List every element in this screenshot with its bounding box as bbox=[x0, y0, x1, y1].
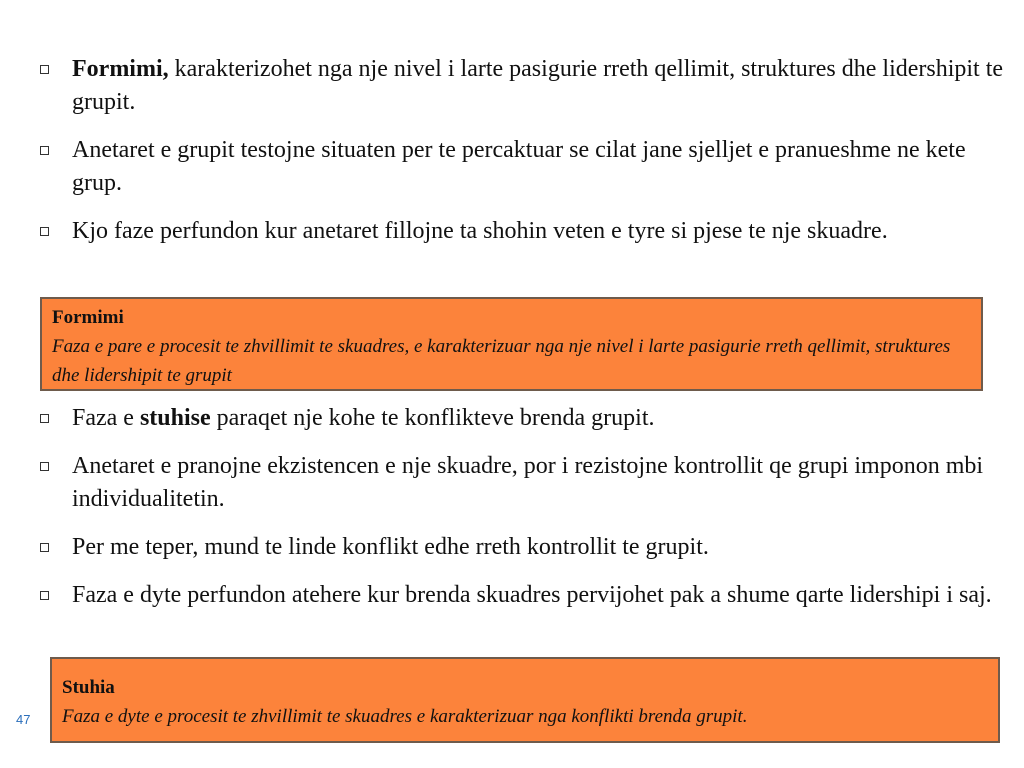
bullet-text: Anetaret e pranojne ekzistencen e nje skuadre, por i rezistojne kontrollit qe grupi imponon mbi individualitetin. bbox=[72, 453, 984, 512]
bullet-bold-term: stuhise bbox=[139, 405, 211, 431]
bullet-item bbox=[40, 53, 1015, 119]
bullet-text: Kjo faze perfundon kur anetaret fillojne ta shohin veten e tyre si pjese te nje skuadre. bbox=[72, 218, 888, 244]
square-bullet-icon bbox=[40, 414, 49, 423]
square-bullet-icon bbox=[40, 146, 49, 155]
page-number: 47 bbox=[16, 712, 31, 727]
bullet-bold-term: Formimi, bbox=[72, 56, 169, 82]
bullet-list-stuhia bbox=[40, 402, 1015, 627]
bullet-text: Anetaret e grupit testojne situaten per te percaktuar se cilat jane sjelljet e pranueshme ne kete grup. bbox=[72, 137, 966, 196]
bullet-text: karakterizohet nga nje nivel i larte pasigurie rreth qellimit, struktures dhe lidershipit te grupit. bbox=[72, 56, 1004, 115]
square-bullet-icon bbox=[40, 65, 49, 74]
bullet-text: paraqet nje kohe te konflikteve brenda grupit. bbox=[210, 405, 655, 431]
definition-term: Formimi bbox=[52, 307, 124, 328]
bullet-text: Per me teper, mund te linde konflikt edhe rreth kontrollit te grupit. bbox=[72, 534, 709, 560]
definition-box-formimi bbox=[40, 297, 983, 391]
definition-term: Stuhia bbox=[62, 677, 115, 698]
square-bullet-icon bbox=[40, 543, 49, 552]
bullet-item bbox=[40, 215, 1015, 248]
bullet-item bbox=[40, 402, 1015, 435]
definition-description: Faza e pare e procesit te zhvillimit te skuadres, e karakterizuar nga nje nivel i larte pasigurie rreth qellimit, struktures dhe lidershipit te grupit bbox=[52, 336, 951, 386]
square-bullet-icon bbox=[40, 591, 49, 600]
bullet-list-formimi bbox=[40, 53, 1015, 263]
square-bullet-icon bbox=[40, 227, 49, 236]
bullet-item bbox=[40, 579, 1015, 612]
bullet-prefix: Faza e bbox=[72, 405, 140, 431]
bullet-item bbox=[40, 531, 1015, 564]
bullet-text: Faza e dyte perfundon atehere kur brenda skuadres pervijohet pak a shume qarte lidershipi i saj. bbox=[72, 582, 992, 608]
bullet-item bbox=[40, 450, 1015, 516]
definition-box-stuhia bbox=[50, 657, 1000, 743]
square-bullet-icon bbox=[40, 462, 49, 471]
bullet-item bbox=[40, 134, 1015, 200]
definition-description: Faza e dyte e procesit te zhvillimit te skuadres e karakterizuar nga konflikti brenda grupit. bbox=[62, 706, 748, 727]
